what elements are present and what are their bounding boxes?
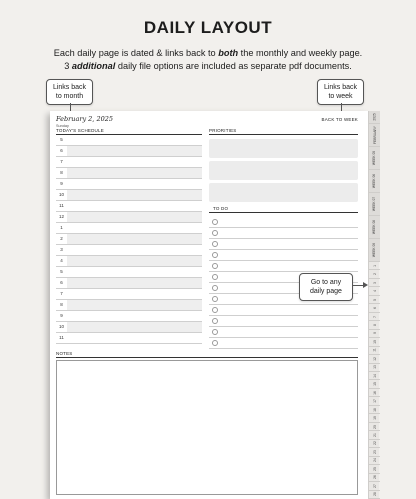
arrow-to-daily bbox=[353, 285, 364, 286]
schedule-cell[interactable] bbox=[67, 289, 202, 299]
schedule-cell[interactable] bbox=[67, 311, 202, 321]
hour-label: 7 bbox=[60, 291, 63, 296]
hour-label: 4 bbox=[60, 258, 63, 263]
tab-label: 2025 bbox=[372, 113, 377, 121]
todo-item[interactable] bbox=[209, 305, 358, 316]
schedule-row[interactable] bbox=[56, 223, 202, 234]
hour-label: 9 bbox=[60, 181, 63, 186]
tab-label: 25 bbox=[372, 467, 377, 471]
tab-label: 27 bbox=[372, 483, 377, 488]
tab-day-7[interactable] bbox=[369, 313, 380, 321]
description-line-2 bbox=[0, 60, 416, 73]
todo-item[interactable] bbox=[209, 316, 358, 327]
desc-text: Each daily page is dated & links back to bbox=[53, 48, 219, 58]
tab-label: 14 bbox=[372, 373, 377, 378]
hour-label: 12 bbox=[58, 214, 64, 219]
tab-label: WEEK 06 bbox=[372, 173, 377, 189]
checkbox-circle[interactable] bbox=[212, 340, 218, 346]
schedule-cell[interactable] bbox=[67, 190, 202, 200]
tab-label: 12 bbox=[372, 356, 377, 361]
tab-2025[interactable] bbox=[369, 111, 380, 124]
weekday-label: Sunday bbox=[56, 124, 69, 128]
tab-week-06[interactable] bbox=[369, 170, 380, 193]
tab-label: 8 bbox=[372, 324, 377, 326]
checkbox-circle[interactable] bbox=[212, 329, 218, 335]
hour-label: 9 bbox=[60, 313, 63, 318]
todo-item[interactable] bbox=[209, 239, 358, 250]
tab-label: 7 bbox=[372, 315, 377, 318]
checkbox-circle[interactable] bbox=[212, 252, 218, 258]
hour-label: 11 bbox=[59, 335, 64, 340]
checkbox-circle[interactable] bbox=[212, 307, 218, 313]
date-link-month[interactable]: February 2, 2025 bbox=[56, 115, 113, 123]
tab-day-8[interactable] bbox=[369, 321, 380, 329]
tab-day-12[interactable] bbox=[369, 355, 380, 363]
schedule-row[interactable] bbox=[56, 212, 202, 223]
schedule-cell[interactable] bbox=[67, 168, 202, 178]
checkbox-circle[interactable] bbox=[212, 274, 218, 280]
schedule-cell[interactable] bbox=[67, 157, 202, 167]
schedule-row[interactable] bbox=[56, 168, 202, 179]
tab-week-09[interactable] bbox=[369, 239, 380, 262]
hour-label: 7 bbox=[60, 159, 63, 164]
tab-label: 2 bbox=[372, 273, 377, 276]
tab-label: 15 bbox=[372, 382, 377, 387]
schedule-row[interactable] bbox=[56, 190, 202, 201]
schedule-row[interactable] bbox=[56, 311, 202, 322]
tab-label: 24 bbox=[372, 458, 377, 463]
schedule-cell[interactable] bbox=[67, 278, 202, 288]
tab-label: 5 bbox=[372, 298, 377, 301]
priority-box[interactable] bbox=[209, 139, 358, 158]
schedule-cell[interactable] bbox=[67, 179, 202, 189]
todo-label: TO DO bbox=[213, 206, 229, 211]
priorities-rule bbox=[209, 134, 358, 135]
side-tabs bbox=[368, 111, 379, 499]
priority-box[interactable] bbox=[209, 161, 358, 180]
hour-label: 6 bbox=[60, 280, 63, 285]
hour-label: 10 bbox=[58, 324, 64, 329]
tab-day-20[interactable] bbox=[369, 423, 380, 431]
tab-label: 13 bbox=[372, 365, 377, 370]
tab-label: 16 bbox=[372, 390, 377, 395]
tab-label: WEEK 05 bbox=[372, 150, 377, 166]
hour-label: 1 bbox=[60, 225, 63, 230]
tab-day-9[interactable] bbox=[369, 330, 380, 338]
checkbox-circle[interactable] bbox=[212, 318, 218, 324]
tab-label: 26 bbox=[372, 475, 377, 480]
schedule-row[interactable] bbox=[56, 234, 202, 245]
planner-page bbox=[50, 111, 368, 499]
checkbox-circle[interactable] bbox=[212, 296, 218, 302]
tab-label: 18 bbox=[372, 407, 377, 412]
schedule-cell[interactable] bbox=[67, 256, 202, 266]
hour-label: 10 bbox=[58, 192, 64, 197]
schedule-row[interactable] bbox=[56, 201, 202, 212]
tab-label: 19 bbox=[372, 416, 377, 420]
callout-text: Links back bbox=[52, 84, 87, 91]
schedule-row[interactable] bbox=[56, 333, 202, 344]
priority-box[interactable] bbox=[209, 183, 358, 202]
tab-label: 22 bbox=[372, 441, 377, 446]
tab-label: 1 bbox=[372, 264, 377, 267]
schedule-cell[interactable] bbox=[67, 322, 202, 332]
tab-day-17[interactable] bbox=[369, 397, 380, 405]
schedule-cell[interactable] bbox=[67, 146, 202, 156]
tab-week-07[interactable] bbox=[369, 193, 380, 216]
schedule-row[interactable] bbox=[56, 322, 202, 333]
notes-label: NOTES bbox=[56, 351, 73, 356]
schedule-row[interactable] bbox=[56, 245, 202, 256]
tab-day-16[interactable] bbox=[369, 389, 380, 397]
tab-day-25[interactable] bbox=[369, 465, 380, 473]
schedule-row[interactable] bbox=[56, 157, 202, 168]
notes-rule bbox=[56, 357, 358, 358]
hour-label: 3 bbox=[60, 247, 63, 252]
tab-label: WEEK 09 bbox=[372, 242, 377, 258]
tab-day-26[interactable] bbox=[369, 474, 380, 482]
callout-go-to-daily bbox=[299, 273, 353, 301]
desc-text: daily file options are included as separate pdf documents. bbox=[115, 61, 352, 71]
schedule-cell[interactable] bbox=[67, 245, 202, 255]
description-line-1 bbox=[0, 47, 416, 60]
tab-day-28[interactable] bbox=[369, 491, 380, 499]
schedule-row[interactable] bbox=[56, 300, 202, 311]
tab-day-6[interactable] bbox=[369, 304, 380, 312]
tab-label: WEEK 07 bbox=[372, 196, 377, 212]
schedule-row[interactable] bbox=[56, 135, 202, 146]
tab-day-3[interactable] bbox=[369, 279, 380, 287]
tab-week-08[interactable] bbox=[369, 216, 380, 239]
hour-label: 5 bbox=[60, 137, 63, 142]
callout-text: to week bbox=[328, 93, 353, 100]
tab-day-13[interactable] bbox=[369, 364, 380, 372]
tab-day-10[interactable] bbox=[369, 338, 380, 346]
tab-label: 28 bbox=[372, 492, 377, 497]
tab-day-24[interactable] bbox=[369, 457, 380, 465]
tab-label: 9 bbox=[372, 332, 377, 335]
tab-day-21[interactable] bbox=[369, 431, 380, 439]
hour-label: 2 bbox=[60, 236, 63, 241]
tab-day-15[interactable] bbox=[369, 381, 380, 389]
callout-text: Links back bbox=[323, 84, 358, 91]
schedule-row[interactable] bbox=[56, 146, 202, 157]
todo-item[interactable] bbox=[209, 250, 358, 261]
notes-area[interactable] bbox=[56, 360, 358, 495]
tab-day-4[interactable] bbox=[369, 287, 380, 295]
desc-text: the monthly and weekly page. bbox=[238, 48, 363, 58]
desc-bold: both bbox=[218, 48, 239, 58]
checkbox-circle[interactable] bbox=[212, 241, 218, 247]
schedule-cell[interactable] bbox=[67, 234, 202, 244]
tab-day-23[interactable] bbox=[369, 448, 380, 456]
tab-label: 20 bbox=[372, 424, 377, 429]
tab-day-18[interactable] bbox=[369, 406, 380, 414]
tab-day-19[interactable] bbox=[369, 414, 380, 422]
tab-label: 23 bbox=[372, 450, 377, 454]
schedule-row[interactable] bbox=[56, 256, 202, 267]
todo-item[interactable] bbox=[209, 338, 358, 349]
schedule-cell[interactable] bbox=[67, 333, 202, 343]
tab-week-05[interactable] bbox=[369, 147, 380, 170]
tab-day-22[interactable] bbox=[369, 440, 380, 448]
todo-item[interactable] bbox=[209, 228, 358, 239]
tab-day-2[interactable] bbox=[369, 270, 380, 278]
tab-day-5[interactable] bbox=[369, 296, 380, 304]
callout-links-to-month bbox=[46, 79, 93, 105]
tab-label: FEBRUARY bbox=[372, 126, 377, 144]
tab-label: 3 bbox=[372, 281, 377, 284]
checkbox-circle[interactable] bbox=[212, 285, 218, 291]
tab-label: 17 bbox=[372, 399, 377, 403]
hour-label: 5 bbox=[60, 269, 63, 274]
tab-label: 4 bbox=[372, 290, 377, 293]
callout-text: to month bbox=[55, 93, 84, 100]
schedule-row[interactable] bbox=[56, 267, 202, 278]
description bbox=[0, 47, 416, 73]
callout-links-to-week bbox=[317, 79, 364, 105]
priorities-label: PRIORITIES bbox=[209, 128, 237, 133]
hour-label: 11 bbox=[59, 203, 64, 208]
desc-bold: additional bbox=[71, 61, 116, 71]
desc-text: 3 bbox=[64, 61, 72, 71]
hour-label: 8 bbox=[60, 302, 63, 307]
schedule-cell[interactable] bbox=[67, 267, 202, 277]
tab-day-1[interactable] bbox=[369, 262, 380, 270]
tab-label: WEEK 08 bbox=[372, 219, 377, 235]
callout-text: daily page bbox=[310, 288, 342, 295]
schedule-row[interactable] bbox=[56, 278, 202, 289]
schedule-cell[interactable] bbox=[67, 212, 202, 222]
schedule-grid bbox=[56, 135, 202, 344]
tab-february[interactable] bbox=[369, 124, 380, 147]
schedule-cell[interactable] bbox=[67, 223, 202, 233]
tab-label: 10 bbox=[372, 340, 377, 344]
checkbox-circle[interactable] bbox=[212, 263, 218, 269]
schedule-row[interactable] bbox=[56, 179, 202, 190]
checkbox-circle[interactable] bbox=[212, 230, 218, 236]
hour-label: 8 bbox=[60, 170, 63, 175]
tab-day-14[interactable] bbox=[369, 372, 380, 380]
schedule-cell[interactable] bbox=[67, 300, 202, 310]
todo-item[interactable] bbox=[209, 327, 358, 338]
tab-day-11[interactable] bbox=[369, 347, 380, 355]
callout-text: Go to any bbox=[310, 279, 342, 286]
schedule-cell[interactable] bbox=[67, 201, 202, 211]
tab-label: 21 bbox=[372, 433, 377, 437]
schedule-cell[interactable] bbox=[67, 135, 202, 145]
todo-item[interactable] bbox=[209, 261, 358, 272]
todo-rule bbox=[209, 212, 358, 213]
todo-item[interactable] bbox=[209, 217, 358, 228]
tab-day-27[interactable] bbox=[369, 482, 380, 490]
back-to-week-link[interactable]: BACK TO WEEK bbox=[321, 117, 358, 122]
checkbox-circle[interactable] bbox=[212, 219, 218, 225]
page-title: DAILY LAYOUT bbox=[143, 18, 273, 37]
hour-label: 6 bbox=[60, 148, 63, 153]
tab-label: 6 bbox=[372, 307, 377, 309]
schedule-label: TODAY'S SCHEDULE bbox=[56, 128, 104, 133]
schedule-row[interactable] bbox=[56, 289, 202, 300]
tab-label: 11 bbox=[372, 348, 377, 353]
